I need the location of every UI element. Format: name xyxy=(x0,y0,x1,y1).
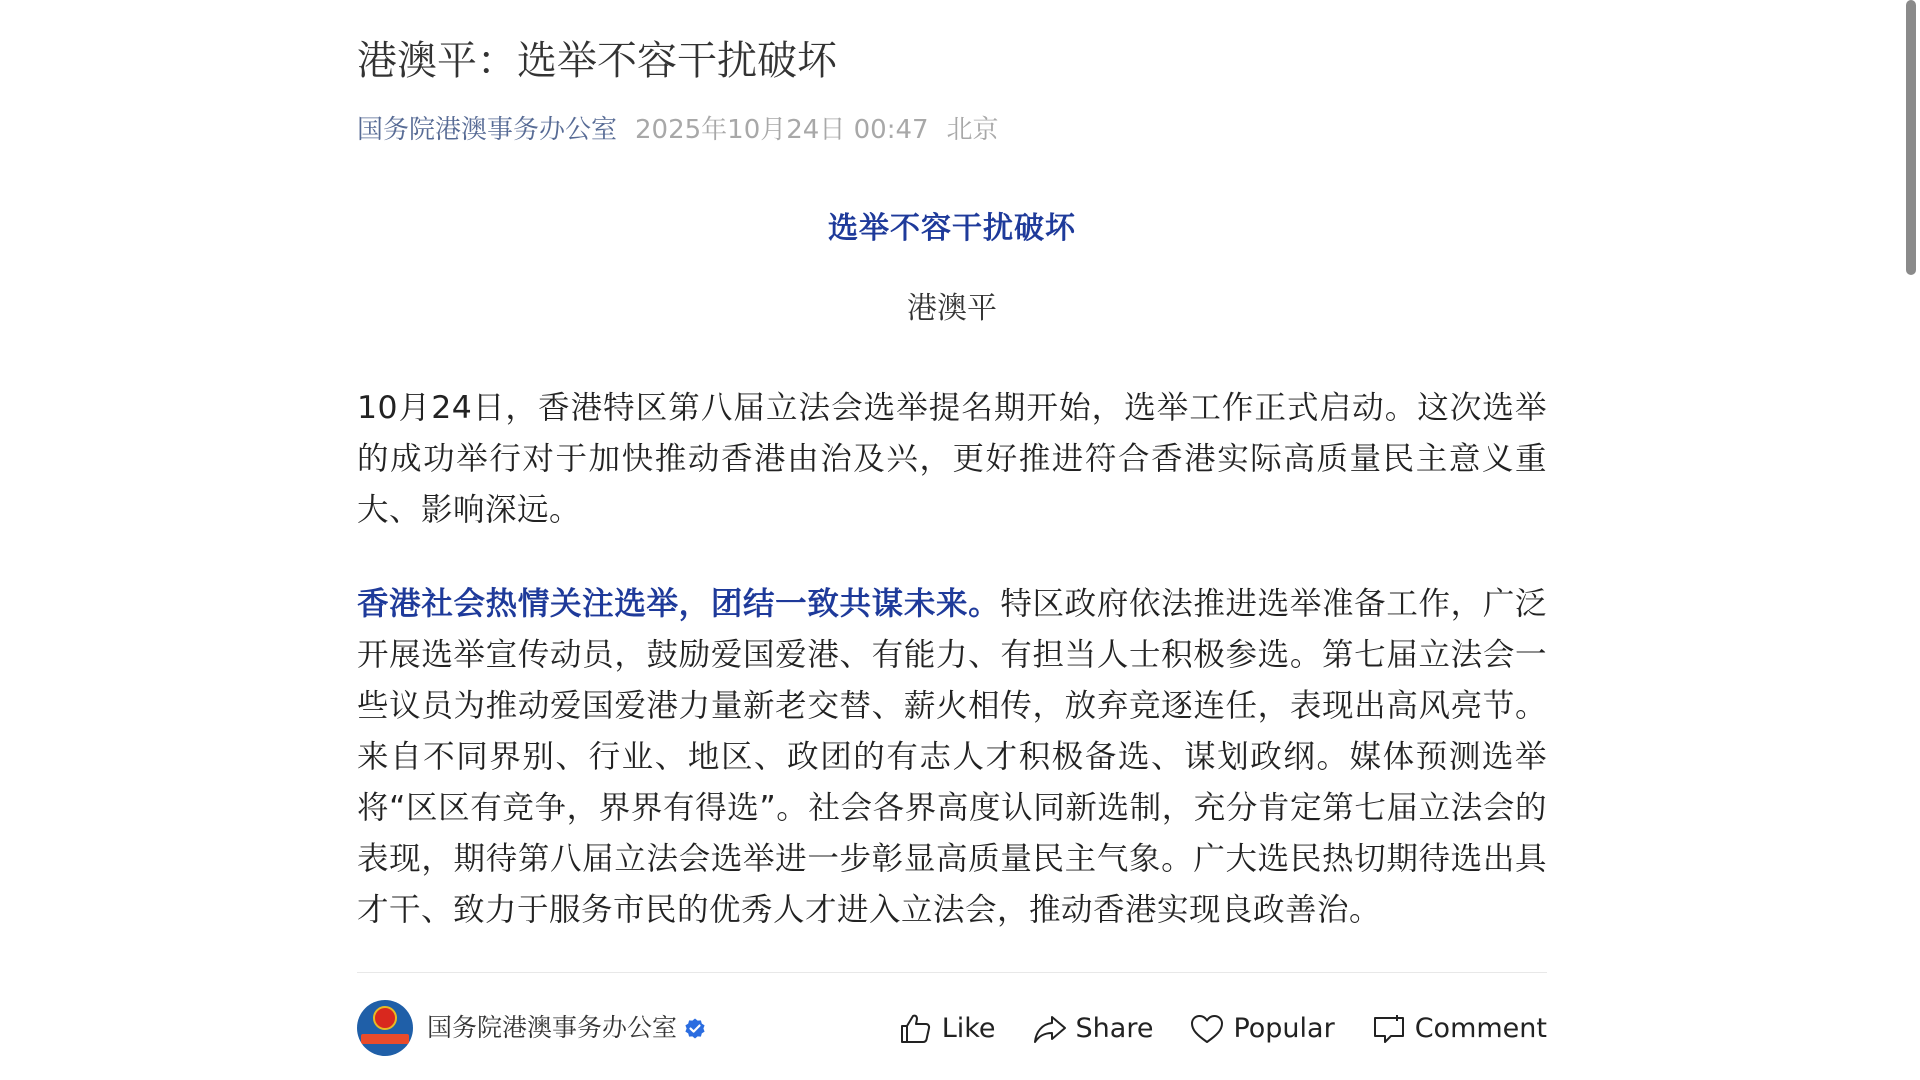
like-label: Like xyxy=(941,1013,996,1044)
account-name-row[interactable] xyxy=(427,1012,707,1044)
article-subhead: 选举不容干扰破坏 xyxy=(828,211,1076,246)
popular-label: Popular xyxy=(1233,1013,1335,1044)
share-arrow-icon xyxy=(1032,1011,1068,1047)
share-label: Share xyxy=(1075,1013,1154,1044)
author-link[interactable]: 国务院港澳事务办公室 xyxy=(357,115,618,145)
account-name: 国务院港澳事务办公室 xyxy=(427,1013,678,1042)
publish-time: 2025年10月24日 00:47 xyxy=(635,115,929,145)
paragraph-2-body: 特区政府依法推进选举准备工作，广泛开展选举宣传动员，鼓励爱国爱港、有能力、有担当人士积极参选。第七届立法会一些议员为推动爱国爱港力量新老交替、薪火相传，放弃竞逐连任，表现出高风亮节。来自不同界别、行业、地区、政团的有志人才积极备选、谋划政纲。媒体预测选举将“区区有竞争，界界有得选”。社会各界高度认同新选制，充分肯定第七届立法会的表现，期待第八届立法会选举进一步彰显高质量民主气象。广大选民热切期待选出具才干、致力于服务市民的优秀人才进入立法会，推动香港实现良政善治。 xyxy=(357,586,1547,928)
comment-icon xyxy=(1371,1011,1407,1047)
account-avatar[interactable] xyxy=(357,1000,413,1056)
popular-button[interactable] xyxy=(1189,1011,1334,1047)
footer-divider xyxy=(357,972,1547,973)
article-meta xyxy=(357,112,999,148)
thumbs-up-icon xyxy=(898,1011,934,1047)
paragraph-2-lead: 香港社会热情关注选举，团结一致共谋未来。 xyxy=(357,586,1001,622)
heart-icon xyxy=(1189,1011,1225,1047)
share-button[interactable] xyxy=(1032,1011,1154,1047)
emblem-icon xyxy=(373,1006,397,1030)
verified-badge-icon xyxy=(683,1017,707,1041)
comment-label: Comment xyxy=(1414,1013,1547,1044)
paragraph-1: 10月24日，香港特区第八届立法会选举提名期开始，选举工作正式启动。这次选举的成功举行对于加快推动香港由治及兴，更好推进符合香港实际高质量民主意义重大、影响深远。 xyxy=(357,390,1547,528)
paragraph-2 xyxy=(357,579,1547,936)
article-footer xyxy=(357,1000,1547,1058)
publish-location: 北京 xyxy=(946,115,999,145)
avatar-band xyxy=(361,1034,409,1044)
article-title: 港澳平：选举不容干扰破坏 xyxy=(357,38,837,84)
like-button[interactable] xyxy=(898,1011,996,1047)
scrollbar[interactable] xyxy=(1904,0,1920,1080)
scrollbar-thumb[interactable] xyxy=(1906,0,1916,275)
comment-button[interactable] xyxy=(1371,1011,1547,1047)
article-byline: 港澳平 xyxy=(907,291,997,326)
action-bar xyxy=(862,1008,1547,1050)
